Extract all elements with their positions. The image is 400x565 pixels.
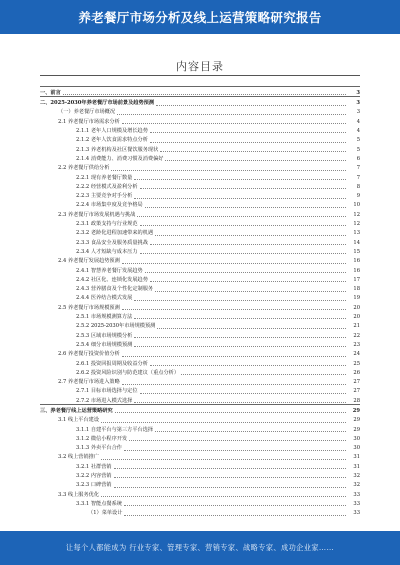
toc-entry[interactable]	[40, 330, 360, 339]
dot-leader	[124, 515, 346, 516]
table-of-contents	[40, 86, 360, 517]
toc-entry[interactable]	[40, 395, 360, 404]
toc-entry-page: 30	[353, 435, 360, 442]
toc-entry[interactable]	[40, 386, 360, 395]
dot-leader	[145, 272, 346, 273]
toc-entry-text: 3.1.3 外卖平台合作	[76, 445, 122, 452]
toc-entry-text: 2.2 养老餐厅供给分析	[58, 165, 110, 172]
toc-entry[interactable]	[40, 134, 360, 143]
toc-entry-text: 2.5.2 2025-2030年市场规模预测	[76, 323, 156, 330]
toc-entry-page: 3	[356, 89, 360, 96]
toc-entry[interactable]	[40, 107, 360, 116]
toc-entry-page: 22	[353, 332, 360, 339]
dot-leader	[114, 487, 346, 488]
dot-leader	[122, 356, 346, 357]
dot-leader	[157, 328, 346, 329]
toc-entry[interactable]	[40, 265, 360, 274]
toc-entry-text: 3.1.1 自建平台与第三方平台选择	[76, 426, 154, 433]
toc-entry-text: 2.2.1 现有养老餐厅数量	[76, 174, 133, 181]
dot-leader	[155, 431, 346, 432]
toc-entry-page: 5	[356, 137, 360, 144]
dot-leader	[101, 459, 346, 460]
toc-entry[interactable]	[40, 479, 360, 488]
toc-entry-text: 3.2.1 社群营销	[76, 463, 112, 470]
dot-leader	[124, 505, 346, 506]
toc-entry-text: 三、养老餐厅线上运营策略研究	[40, 407, 113, 414]
dot-leader	[145, 207, 346, 208]
toc-entry[interactable]	[40, 246, 360, 255]
toc-entry-page: 26	[353, 369, 360, 376]
dot-leader	[122, 263, 346, 264]
toc-entry-text: 2.1.4 消费能力、消费习惯及消费偏好	[76, 155, 164, 162]
toc-entry-page: 12	[353, 221, 360, 228]
dot-leader	[150, 132, 346, 133]
dot-leader	[150, 365, 346, 366]
toc-entry-page: 23	[353, 341, 360, 348]
toc-entry-page: 12	[353, 211, 360, 218]
toc-entry-text: 2.3.1 政策支持与行业规范	[76, 221, 138, 228]
toc-entry-page: 14	[353, 239, 360, 246]
toc-entry-page: 29	[353, 417, 360, 424]
toc-entry[interactable]	[40, 283, 360, 292]
toc-entry-text: 3.3 线上服务优化	[58, 491, 100, 498]
toc-entry-text: 2.5.3 区域市场规模分析	[76, 332, 133, 339]
dot-leader	[117, 114, 346, 115]
dot-leader	[129, 440, 346, 441]
toc-entry-page: 8	[356, 183, 360, 190]
toc-entry-page: 32	[353, 482, 360, 489]
toc-entry-text: 3.3.1 智能点餐系统	[76, 500, 122, 507]
dot-leader	[122, 384, 346, 385]
dot-leader	[101, 422, 346, 423]
toc-entry[interactable]	[40, 339, 360, 348]
toc-entry-text: 2.3 养老餐厅市场发展机遇与挑战	[58, 211, 136, 218]
toc-entry[interactable]	[40, 433, 360, 442]
dot-leader	[140, 188, 346, 189]
toc-entry-page: 10	[353, 202, 360, 209]
toc-entry[interactable]	[40, 274, 360, 283]
toc-entry[interactable]	[40, 209, 360, 218]
toc-entry-page: 29	[352, 407, 360, 414]
toc-entry-page: 25	[353, 360, 360, 367]
toc-entry-text: 二、2025-2030年养老餐厅市场前景及趋势预测	[40, 100, 155, 107]
dot-leader	[181, 374, 346, 375]
toc-entry[interactable]	[40, 96, 360, 106]
toc-entry-text: 3.2.2 内容营销	[76, 473, 112, 480]
report-title: 养老餐厅市场分析及线上运营策略研究报告	[78, 10, 322, 25]
toc-entry-page: 33	[353, 500, 360, 507]
toc-entry[interactable]	[40, 414, 360, 423]
toc-entry[interactable]	[40, 489, 360, 498]
dot-leader	[114, 468, 346, 469]
dot-leader	[140, 253, 346, 254]
toc-entry-page: 29	[353, 426, 360, 433]
dot-leader	[63, 94, 346, 95]
dot-leader	[134, 337, 346, 338]
toc-entry[interactable]	[40, 255, 360, 264]
dot-leader	[134, 318, 346, 319]
toc-entry-text: 2.4.3 营养膳食及个性化定制服务	[76, 286, 154, 293]
toc-heading: 内容目录	[176, 60, 224, 73]
toc-entry-page: 31	[353, 454, 360, 461]
toc-entry-page: 15	[353, 248, 360, 255]
dot-leader	[150, 281, 346, 282]
toc-entry[interactable]	[40, 311, 360, 320]
toc-entry-page: 18	[353, 286, 360, 293]
toc-entry-page: 5	[356, 146, 360, 153]
toc-entry[interactable]	[40, 302, 360, 311]
dot-leader	[150, 142, 346, 143]
toc-entry-text: 3.2 线上营销推广	[58, 454, 100, 461]
toc-entry-text: 2.1.1 老年人口规模及增长趋势	[76, 128, 148, 135]
toc-entry-page: 16	[353, 258, 360, 265]
toc-entry[interactable]	[40, 218, 360, 227]
toc-entry-page: 31	[353, 463, 360, 470]
toc-entry-page: 21	[353, 323, 360, 330]
toc-entry-page: 33	[353, 491, 360, 498]
toc-entry-text: 2.7.1 目标市场选择与定位	[76, 388, 138, 395]
toc-entry-text: 2.4.2 社区化、连锁化发展趋势	[76, 276, 148, 283]
toc-entry-page: 3	[356, 100, 360, 107]
toc-entry-text: 2.5 养老餐厅市场规模预测	[58, 304, 120, 311]
toc-entry-text: 2.3.4 人才短缺与成本压力	[76, 248, 138, 255]
toc-entry-text: 一、前言	[40, 89, 61, 96]
toc-entry[interactable]	[40, 358, 360, 367]
toc-entry-page: 6	[356, 155, 360, 162]
toc-entry-text: 2.6.1 投资回报周期及收益分析	[76, 360, 148, 367]
toc-entry-page: 27	[353, 388, 360, 395]
header-banner	[0, 0, 400, 34]
toc-entry-page: 4	[356, 128, 360, 135]
toc-entry-page: 4	[356, 118, 360, 125]
toc-entry-page: 19	[353, 295, 360, 302]
dot-leader	[137, 216, 346, 217]
footer-banner	[0, 531, 400, 565]
toc-entry-page: 9	[356, 193, 360, 200]
toc-entry[interactable]	[40, 452, 360, 461]
toc-entry[interactable]	[40, 116, 360, 125]
toc-entry-page: 3	[356, 109, 360, 116]
toc-entry[interactable]	[40, 442, 360, 451]
dot-leader	[150, 244, 346, 245]
toc-entry-page: 7	[356, 174, 360, 181]
dot-leader	[160, 151, 346, 152]
toc-entry-text: 2.5.4 细分市场规模预测	[76, 341, 133, 348]
divider	[40, 75, 360, 76]
toc-entry-text: 2.4 养老餐厅发展趋势预测	[58, 258, 120, 265]
toc-entry-page: 7	[356, 165, 360, 172]
dot-leader	[134, 300, 346, 301]
toc-entry-page: 20	[353, 304, 360, 311]
toc-entry-page: 16	[353, 267, 360, 274]
toc-entry-page: 27	[353, 379, 360, 386]
toc-entry[interactable]	[40, 190, 360, 199]
toc-entry-text: （1）菜单设计	[88, 510, 123, 517]
toc-entry-text: 2.3.3 食品安全及服务质量挑战	[76, 239, 148, 246]
toc-entry-page: 13	[353, 230, 360, 237]
dot-leader	[124, 450, 346, 451]
toc-entry-text: 2.6.2 投资风险识别与防范建议（重点分析）	[76, 369, 180, 376]
toc-entry-text: （一）养老餐厅市场概况	[58, 109, 116, 116]
toc-entry-page: 33	[353, 510, 360, 517]
toc-entry-page: 30	[353, 445, 360, 452]
dot-leader	[134, 198, 346, 199]
dot-leader	[134, 346, 346, 347]
toc-entry[interactable]	[40, 172, 360, 181]
toc-entry-text: 3.2.3 口碑营销	[76, 482, 112, 489]
toc-entry-text: 2.3.2 老龄化进程加速带来的机遇	[76, 230, 154, 237]
toc-entry[interactable]	[40, 470, 360, 479]
toc-entry-text: 2.1 养老餐厅市场需求分析	[58, 118, 120, 125]
dot-leader	[122, 309, 346, 310]
toc-entry[interactable]	[40, 125, 360, 134]
dot-leader	[134, 402, 346, 403]
toc-entry[interactable]	[40, 376, 360, 385]
toc-entry[interactable]	[40, 461, 360, 470]
toc-entry-page: 24	[353, 351, 360, 358]
toc-entry[interactable]	[40, 144, 360, 153]
toc-entry[interactable]	[40, 348, 360, 357]
toc-entry-page: 28	[353, 397, 360, 404]
toc-entry[interactable]	[40, 181, 360, 190]
toc-entry[interactable]	[40, 86, 360, 96]
toc-entry[interactable]	[40, 162, 360, 171]
toc-entry[interactable]	[40, 424, 360, 433]
toc-entry-text: 2.2.4 市场集中度及竞争格局	[76, 202, 143, 209]
dot-leader	[122, 123, 346, 124]
toc-entry-text: 2.4.4 医养结合模式发展	[76, 295, 133, 302]
toc-entry-text: 2.1.3 养老机构及社区餐饮服务现状	[76, 146, 159, 153]
toc-entry-text: 2.6 养老餐厅投资价值分析	[58, 351, 120, 358]
toc-entry[interactable]	[40, 227, 360, 236]
dot-leader	[156, 105, 346, 106]
toc-entry-text: 3.1 线上平台建设	[58, 417, 100, 424]
toc-entry-text: 3.1.2 微信小程序开发	[76, 435, 128, 442]
toc-entry[interactable]	[40, 498, 360, 507]
footer-slogan: 让每个人都能成为 行业专家、管理专家、营销专家、战略专家、成功企业家……	[65, 543, 335, 552]
toc-entry-text: 2.7.2 市场进入模式选择	[76, 397, 133, 404]
toc-entry[interactable]	[40, 404, 360, 414]
toc-entry-text: 2.4.1 智慧养老餐厅发展趋势	[76, 267, 143, 274]
toc-entry-page: 20	[353, 314, 360, 321]
toc-entry-text: 2.7 养老餐厅市场进入策略	[58, 379, 120, 386]
dot-leader	[165, 160, 346, 161]
toc-entry-page: 32	[353, 473, 360, 480]
dot-leader	[140, 393, 346, 394]
toc-entry-text: 2.1.2 老年人饮食需求特点分析	[76, 137, 148, 144]
dot-leader	[101, 496, 346, 497]
dot-leader	[134, 179, 346, 180]
toc-entry[interactable]	[40, 293, 360, 302]
toc-entry[interactable]	[40, 507, 360, 516]
dot-leader	[155, 291, 346, 292]
toc-entry-text: 2.2.3 主要竞争对手分析	[76, 193, 133, 200]
dot-leader	[155, 235, 346, 236]
dot-leader	[115, 412, 346, 413]
toc-entry[interactable]	[40, 153, 360, 162]
toc-entry[interactable]	[40, 320, 360, 329]
toc-entry[interactable]	[40, 367, 360, 376]
toc-entry-text: 2.2.2 经营模式及盈利分析	[76, 183, 138, 190]
toc-entry[interactable]	[40, 237, 360, 246]
dot-leader	[111, 170, 346, 171]
toc-entry-text: 2.5.1 市场规模测算方法	[76, 314, 133, 321]
toc-entry-page: 17	[353, 276, 360, 283]
toc-entry[interactable]	[40, 200, 360, 209]
dot-leader	[140, 225, 346, 226]
dot-leader	[114, 477, 346, 478]
